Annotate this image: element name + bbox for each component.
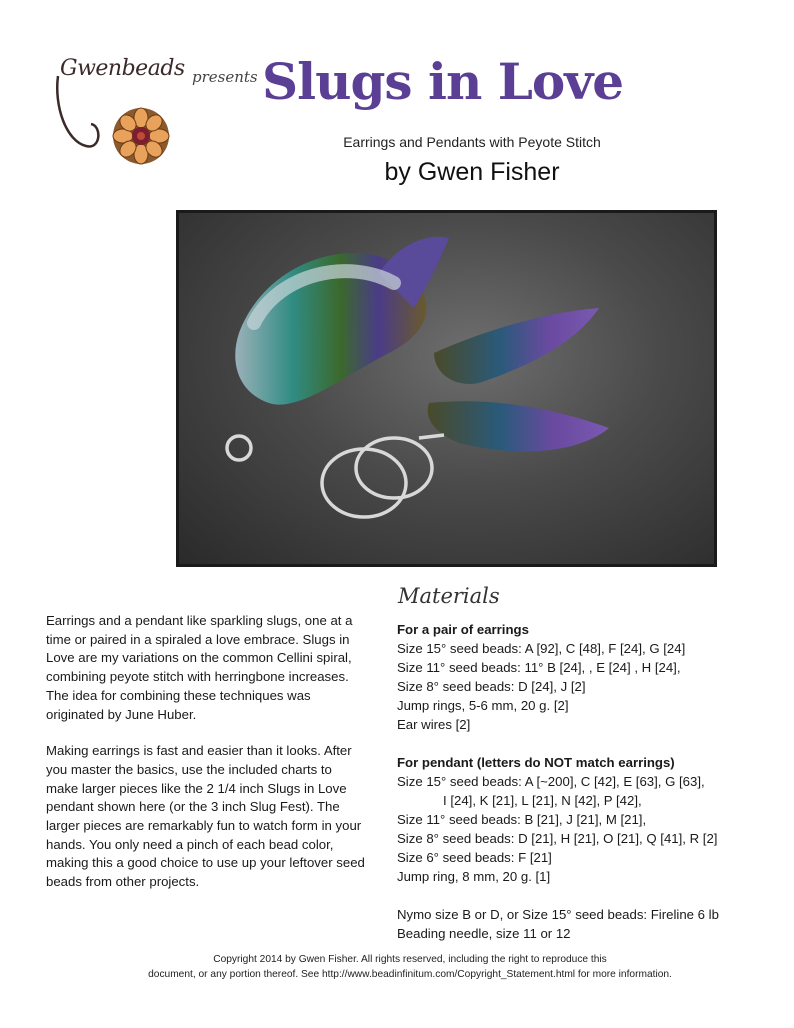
earrings-item: Jump rings, 5-6 mm, 20 g. [2] (397, 698, 569, 713)
pendant-item: Size 15° seed beads: A [~200], C [42], E [63], G [63], (397, 774, 705, 789)
presents-label: presents (192, 68, 258, 86)
beaded-medallion-icon (46, 46, 176, 176)
intro-paragraph-2: Making earrings is fast and easier than it looks. After you master the basics, use the included charts to make larger pieces like the 2 1/4 inch Slugs in Love pendant shown here (or the 3 inch Slug Fest). The larger pieces are remarkably fun to watch form in your hands. You only need a pinch of each bead color, making this a good choice to use up your leftover seed beads from other projects. (46, 743, 365, 890)
pendant-heading: For pendant (letters do NOT match earrings) (397, 755, 675, 770)
pendant-item: I [24], K [21], L [21], N [42], P [42], (443, 793, 642, 808)
intro-paragraph-1: Earrings and a pendant like sparkling slugs, one at a time or paired in a spiraled a love embrace. Slugs in Love are my variations on the common Cellini spiral, combining peyote stitch with herringbone increases. The idea for combining these techniques was originated by June Huber. (46, 613, 353, 722)
earrings-item: Size 8° seed beads: D [24], J [2] (397, 679, 586, 694)
copyright-line-2: document, or any portion thereof. See http://www.beadinfinitum.com/Copyright_Statement.html for more information. (148, 969, 672, 980)
pendant-item: Size 8° seed beads: D [21], H [21], O [21], Q [41], R [2] (397, 831, 718, 846)
gwenbeads-logo (46, 46, 185, 176)
pendant-item: Size 11° seed beads: B [21], J [21], M [21], (397, 812, 647, 827)
intro-text (46, 612, 366, 910)
page-subtitle: Earrings and Pendants with Peyote Stitch (343, 134, 601, 150)
earrings-heading: For a pair of earrings (397, 622, 529, 637)
pendant-item: Size 6° seed beads: F [21] (397, 850, 552, 865)
needle-item: Beading needle, size 11 or 12 (397, 926, 571, 941)
materials-list (397, 620, 757, 943)
copyright-footer (70, 952, 750, 982)
materials-heading: Materials (398, 584, 500, 608)
pendant-item: Jump ring, 8 mm, 20 g. [1] (397, 869, 551, 884)
page-title: Slugs in Love (262, 52, 624, 111)
author-byline: by Gwen Fisher (384, 158, 560, 186)
earrings-item: Size 15° seed beads: A [92], C [48], F [24], G [24] (397, 641, 686, 656)
copyright-line-1: Copyright 2014 by Gwen Fisher. All rights reserved, including the right to reproduce this (213, 954, 607, 965)
earrings-item: Size 11° seed beads: 11° B [24], , E [24] , H [24], (397, 660, 681, 675)
product-photo (176, 210, 717, 567)
logo-text: Gwenbeads (60, 56, 185, 81)
earrings-item: Ear wires [2] (397, 717, 471, 732)
thread-item: Nymo size B or D, or Size 15° seed beads: Fireline 6 lb (397, 907, 719, 922)
